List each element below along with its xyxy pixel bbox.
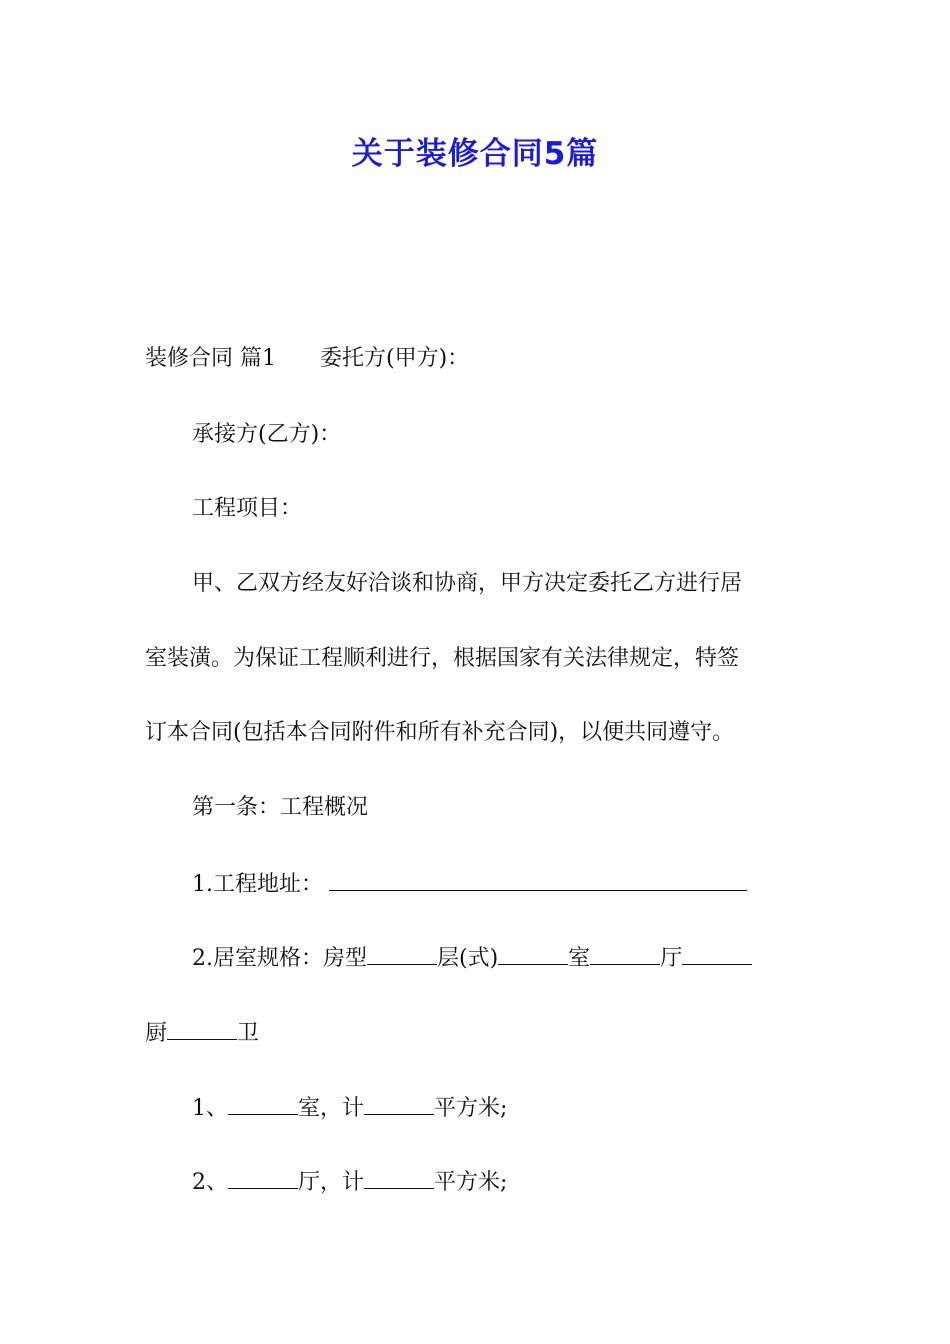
- blank: [498, 942, 568, 965]
- address-line: [192, 868, 747, 900]
- address-blank: [329, 868, 747, 891]
- document-title: 关于装修合同5篇: [351, 136, 599, 172]
- paragraph-line: 订本合同(包括本合同附件和所有补充合同)，以便共同遵守。: [145, 720, 735, 745]
- item-unit: 平方米;: [434, 1096, 508, 1121]
- article-heading: 第一条：工程概况: [192, 795, 369, 820]
- paragraph-line: 室装潢。为保证工程顺利进行，根据国家有关法律规定，特签: [145, 646, 740, 671]
- item-line: [192, 1092, 507, 1124]
- item-text: 厅，计: [298, 1170, 365, 1195]
- blank: [590, 942, 660, 965]
- blank: [167, 1017, 237, 1040]
- spec-line: [192, 942, 752, 974]
- spec-kitchen: 厨: [145, 1021, 168, 1046]
- item-text: 室，计: [298, 1096, 365, 1121]
- blank: [682, 942, 752, 965]
- project-line: 工程项目：: [192, 496, 303, 521]
- spec-room: 室: [568, 946, 591, 971]
- address-label: 1.工程地址：: [192, 872, 323, 897]
- spec-hall: 厅: [660, 946, 683, 971]
- spec-floor: 层(式): [437, 946, 499, 971]
- paragraph-line: 甲、乙双方经友好洽谈和协商，甲方决定委托乙方进行居: [192, 571, 743, 596]
- heading-line: [145, 344, 469, 374]
- item-number: 1、: [192, 1096, 228, 1121]
- blank: [367, 942, 437, 965]
- blank: [364, 1092, 434, 1115]
- item-line: [192, 1166, 507, 1198]
- item-unit: 平方米;: [434, 1170, 508, 1195]
- spec-bath: 卫: [237, 1021, 260, 1046]
- client-label: 委托方(甲方)：: [320, 346, 470, 371]
- spec-line-cont: [145, 1017, 259, 1049]
- contractor-line: 承接方(乙方)：: [192, 422, 342, 447]
- item-number: 2、: [192, 1170, 228, 1195]
- blank: [364, 1166, 434, 1189]
- blank: [228, 1166, 298, 1189]
- blank: [228, 1092, 298, 1115]
- section-heading: 装修合同 篇1: [145, 346, 276, 371]
- spec-label: 2.居室规格：房型: [192, 946, 367, 971]
